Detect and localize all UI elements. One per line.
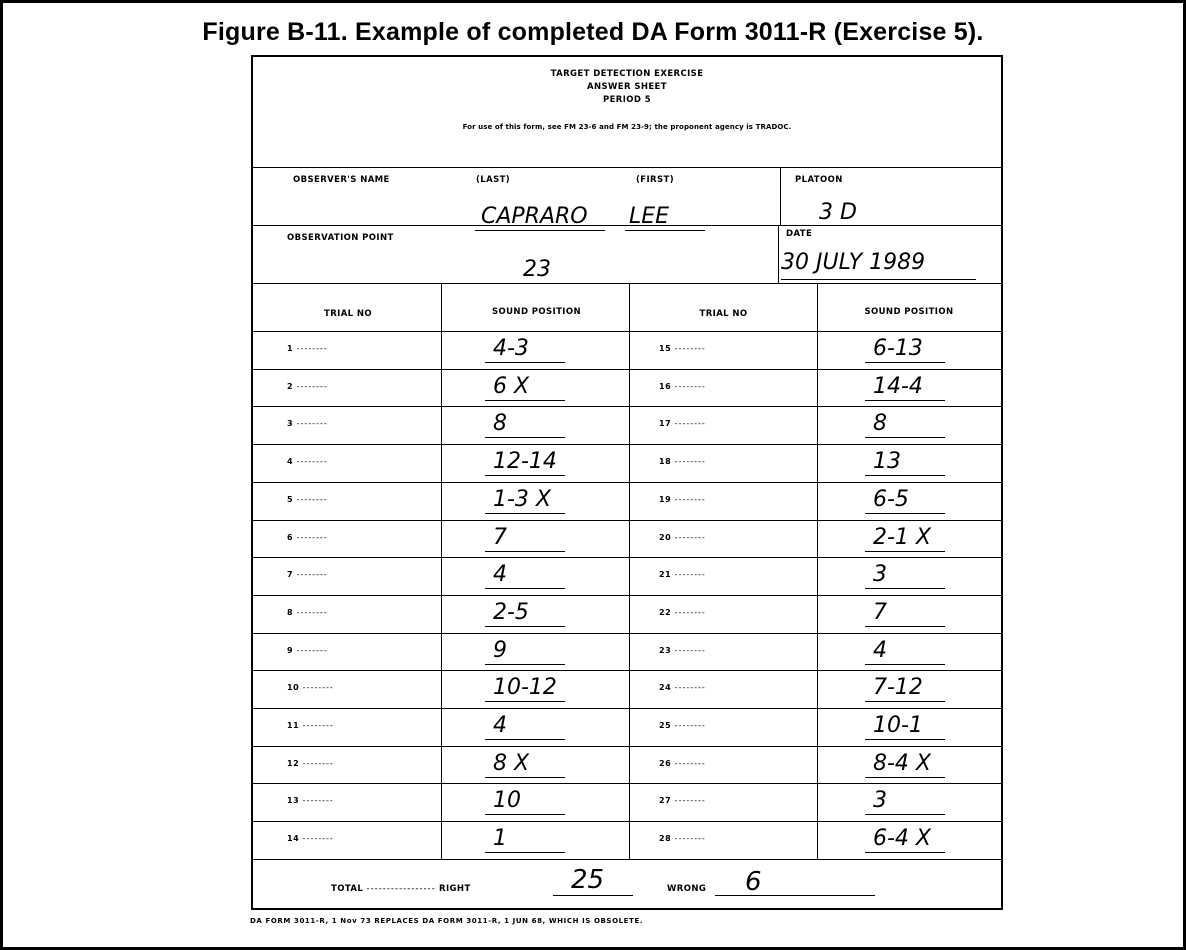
first-name-label: (FIRST) bbox=[636, 175, 675, 185]
trial-number: 28 -------- bbox=[659, 834, 706, 844]
figure-title: Figure B-11. Example of completed DA Form 3011-R (Exercise 5). bbox=[202, 18, 984, 46]
trial-number-value: 13 bbox=[287, 796, 300, 806]
trial-number: 9 -------- bbox=[287, 645, 328, 655]
trial-number: 14 -------- bbox=[287, 834, 334, 844]
sound-position-entry: 3 bbox=[873, 788, 887, 814]
observer-name-label: OBSERVER'S NAME bbox=[293, 175, 390, 185]
row-divider bbox=[253, 708, 1001, 709]
form-footer: DA FORM 3011-R, 1 Nov 73 REPLACES DA FORM 3011-R, 1 JUN 68, WHICH IS OBSOLETE. bbox=[250, 917, 644, 925]
wrong-underline bbox=[715, 895, 875, 896]
sound-position-entry: 10-12 bbox=[493, 675, 557, 701]
sound-position-entry: 4 bbox=[493, 713, 507, 738]
divider bbox=[253, 331, 1001, 332]
row-divider bbox=[253, 821, 1001, 822]
observation-point-entry: 23 bbox=[523, 257, 551, 282]
sound-position-underline bbox=[485, 852, 565, 853]
right-underline bbox=[553, 895, 633, 896]
sound-position-entry: 13 bbox=[873, 449, 901, 475]
sound-position-underline bbox=[865, 362, 945, 363]
trial-number-value: 10 bbox=[287, 683, 300, 693]
sound-position-entry: 14-4 bbox=[873, 373, 923, 399]
trial-number: 4 -------- bbox=[287, 457, 328, 467]
trial-number-value: 24 bbox=[659, 683, 672, 693]
trial-number-value: 2 bbox=[287, 381, 294, 391]
sound-position-underline bbox=[865, 852, 945, 853]
platoon-label: PLATOON bbox=[795, 175, 843, 185]
wrong-total-entry: 6 bbox=[745, 867, 762, 897]
form-title-line2: ANSWER SHEET bbox=[587, 82, 667, 92]
row-divider bbox=[253, 482, 1001, 483]
trial-number-value: 12 bbox=[287, 758, 300, 768]
sound-position-entry: 7-12 bbox=[873, 675, 923, 701]
date-entry: 30 JULY 1989 bbox=[781, 250, 926, 275]
sound-position-underline bbox=[485, 664, 565, 665]
sound-position-entry: 7 bbox=[493, 524, 507, 550]
sound-position-underline bbox=[865, 777, 945, 778]
trial-number: 16 -------- bbox=[659, 381, 706, 391]
trial-number: 10 -------- bbox=[287, 683, 334, 693]
form-proponent-note: For use of this form, see FM 23-6 and FM 23-9; the proponent agency is TRADOC. bbox=[462, 123, 792, 131]
row-divider bbox=[253, 520, 1001, 521]
sound-position-underline bbox=[485, 701, 565, 702]
sound-position-underline bbox=[485, 588, 565, 589]
sound-position-entry: 7 bbox=[873, 599, 887, 625]
sound-position-underline bbox=[865, 664, 945, 665]
row-divider bbox=[253, 557, 1001, 558]
row-divider bbox=[253, 783, 1001, 784]
sound-position-entry: 12-14 bbox=[493, 449, 557, 475]
row-divider bbox=[253, 369, 1001, 370]
trial-number: 25 -------- bbox=[659, 721, 706, 730]
form-title-line1: TARGET DETECTION EXERCISE bbox=[550, 69, 704, 79]
divider bbox=[253, 283, 1001, 284]
observation-point-label: OBSERVATION POINT bbox=[287, 233, 394, 243]
trial-number: 13 -------- bbox=[287, 796, 334, 806]
trial-number: 22 -------- bbox=[659, 607, 706, 617]
trial-number-value: 17 bbox=[659, 419, 672, 429]
trial-number: 24 -------- bbox=[659, 683, 706, 693]
trial-number-value: 22 bbox=[659, 607, 672, 617]
trial-number: 21 -------- bbox=[659, 570, 706, 580]
sound-position-entry: 1 bbox=[493, 826, 507, 852]
divider bbox=[253, 859, 1001, 860]
sound-position-underline bbox=[865, 513, 945, 514]
trial-number: 17 -------- bbox=[659, 419, 706, 429]
trial-number-value: 3 bbox=[287, 419, 294, 429]
last-name-entry: CAPRARO bbox=[481, 204, 588, 229]
sound-position-entry: 1-3 X bbox=[493, 486, 551, 512]
trial-number-value: 14 bbox=[287, 834, 300, 844]
trial-number: 8 -------- bbox=[287, 607, 328, 617]
sound-position-entry: 8-4 X bbox=[873, 750, 931, 776]
trial-number-value: 9 bbox=[287, 645, 294, 655]
divider bbox=[253, 225, 1001, 226]
sound-position-entry: 8 bbox=[873, 411, 887, 437]
trial-number: 19 -------- bbox=[659, 494, 706, 504]
total-label: TOTAL bbox=[331, 884, 364, 894]
sound-position-entry: 10-1 bbox=[873, 713, 923, 738]
sound-position-entry: 6-4 X bbox=[873, 826, 931, 852]
sound-position-entry: 6 X bbox=[493, 373, 530, 399]
trial-number-value: 11 bbox=[287, 721, 300, 730]
total-label-group: TOTAL ----------------- RIGHT bbox=[331, 884, 471, 894]
sound-position-entry: 4 bbox=[873, 637, 887, 663]
trial-number: 3 -------- bbox=[287, 419, 328, 429]
da-form-3011-r bbox=[251, 55, 1003, 910]
sound-position-underline bbox=[485, 814, 565, 815]
last-name-underline bbox=[475, 230, 605, 231]
trial-number: 15 -------- bbox=[659, 344, 706, 353]
sound-position-entry: 6-13 bbox=[873, 336, 923, 361]
trial-number: 23 -------- bbox=[659, 645, 706, 655]
sound-position-underline bbox=[485, 475, 565, 476]
sound-position-underline bbox=[485, 437, 565, 438]
trial-number-value: 4 bbox=[287, 457, 294, 467]
row-divider bbox=[253, 633, 1001, 634]
col-header-trial-left: TRIAL NO bbox=[324, 309, 372, 319]
trial-number-value: 5 bbox=[287, 494, 294, 504]
sound-position-entry: 3 bbox=[873, 562, 887, 588]
trial-number-value: 25 bbox=[659, 721, 672, 730]
trial-number-value: 18 bbox=[659, 457, 672, 467]
sound-position-entry: 8 bbox=[493, 411, 507, 437]
sound-position-underline bbox=[485, 400, 565, 401]
sound-position-underline bbox=[485, 362, 565, 363]
right-label: RIGHT bbox=[439, 884, 471, 894]
sound-position-entry: 4-3 bbox=[493, 336, 529, 361]
first-name-underline bbox=[625, 230, 705, 231]
sound-position-underline bbox=[865, 701, 945, 702]
sound-position-underline bbox=[865, 437, 945, 438]
sound-position-entry: 4 bbox=[493, 562, 507, 588]
sound-position-underline bbox=[865, 400, 945, 401]
trial-number-value: 19 bbox=[659, 494, 672, 504]
trial-number: 5 -------- bbox=[287, 494, 328, 504]
sound-position-underline bbox=[865, 814, 945, 815]
sound-position-entry: 9 bbox=[493, 637, 507, 663]
sound-position-underline bbox=[485, 551, 565, 552]
trial-number: 7 -------- bbox=[287, 570, 328, 580]
right-total-entry: 25 bbox=[571, 865, 605, 895]
row-divider bbox=[253, 406, 1001, 407]
first-name-entry: LEE bbox=[629, 204, 670, 229]
trial-number-value: 27 bbox=[659, 796, 672, 806]
trial-number-value: 21 bbox=[659, 570, 672, 580]
sound-position-underline bbox=[485, 513, 565, 514]
row-divider bbox=[253, 746, 1001, 747]
trial-number: 18 -------- bbox=[659, 457, 706, 467]
wrong-label: WRONG bbox=[667, 884, 707, 894]
sound-position-entry: 6-5 bbox=[873, 486, 909, 512]
trial-number: 11 -------- bbox=[287, 721, 334, 730]
sound-position-underline bbox=[865, 588, 945, 589]
trial-number-value: 8 bbox=[287, 607, 294, 617]
divider bbox=[253, 167, 1001, 168]
sound-position-underline bbox=[865, 551, 945, 552]
trial-number-value: 28 bbox=[659, 834, 672, 844]
trial-number: 20 -------- bbox=[659, 532, 706, 542]
divider bbox=[778, 225, 779, 283]
col-header-sound-left: SOUND POSITION bbox=[491, 307, 582, 317]
trial-number: 1 -------- bbox=[287, 344, 328, 353]
trial-number-value: 1 bbox=[287, 344, 294, 353]
sound-position-entry: 8 X bbox=[493, 750, 530, 776]
trial-number-value: 20 bbox=[659, 532, 672, 542]
last-name-label: (LAST) bbox=[476, 175, 511, 185]
col-header-trial-right: TRIAL NO bbox=[699, 309, 748, 319]
sound-position-underline bbox=[865, 475, 945, 476]
trial-number-value: 23 bbox=[659, 645, 672, 655]
sound-position-entry: 2-5 bbox=[493, 599, 529, 625]
trial-number-value: 16 bbox=[659, 381, 672, 391]
row-divider bbox=[253, 595, 1001, 596]
trial-number-value: 7 bbox=[287, 570, 294, 580]
form-title-line3: PERIOD 5 bbox=[602, 95, 652, 105]
date-label: DATE bbox=[786, 229, 813, 239]
trial-number: 2 -------- bbox=[287, 381, 328, 391]
row-divider bbox=[253, 444, 1001, 445]
sound-position-underline bbox=[865, 626, 945, 627]
col-header-sound-right: SOUND POSITION bbox=[864, 307, 954, 317]
platoon-entry: 3 D bbox=[819, 200, 857, 225]
trial-number-value: 26 bbox=[659, 758, 672, 768]
sound-position-underline bbox=[865, 739, 945, 740]
sound-position-entry: 10 bbox=[493, 788, 521, 814]
trial-number: 26 -------- bbox=[659, 758, 706, 768]
trial-number: 6 -------- bbox=[287, 532, 328, 542]
date-underline bbox=[781, 279, 976, 280]
trial-number-value: 6 bbox=[287, 532, 294, 542]
divider bbox=[780, 167, 781, 225]
trial-number: 27 -------- bbox=[659, 796, 706, 806]
sound-position-underline bbox=[485, 739, 565, 740]
sound-position-underline bbox=[485, 626, 565, 627]
row-divider bbox=[253, 670, 1001, 671]
sound-position-entry: 2-1 X bbox=[873, 524, 931, 550]
trial-number: 12 -------- bbox=[287, 758, 334, 768]
sound-position-underline bbox=[485, 777, 565, 778]
trial-number-value: 15 bbox=[659, 344, 672, 353]
